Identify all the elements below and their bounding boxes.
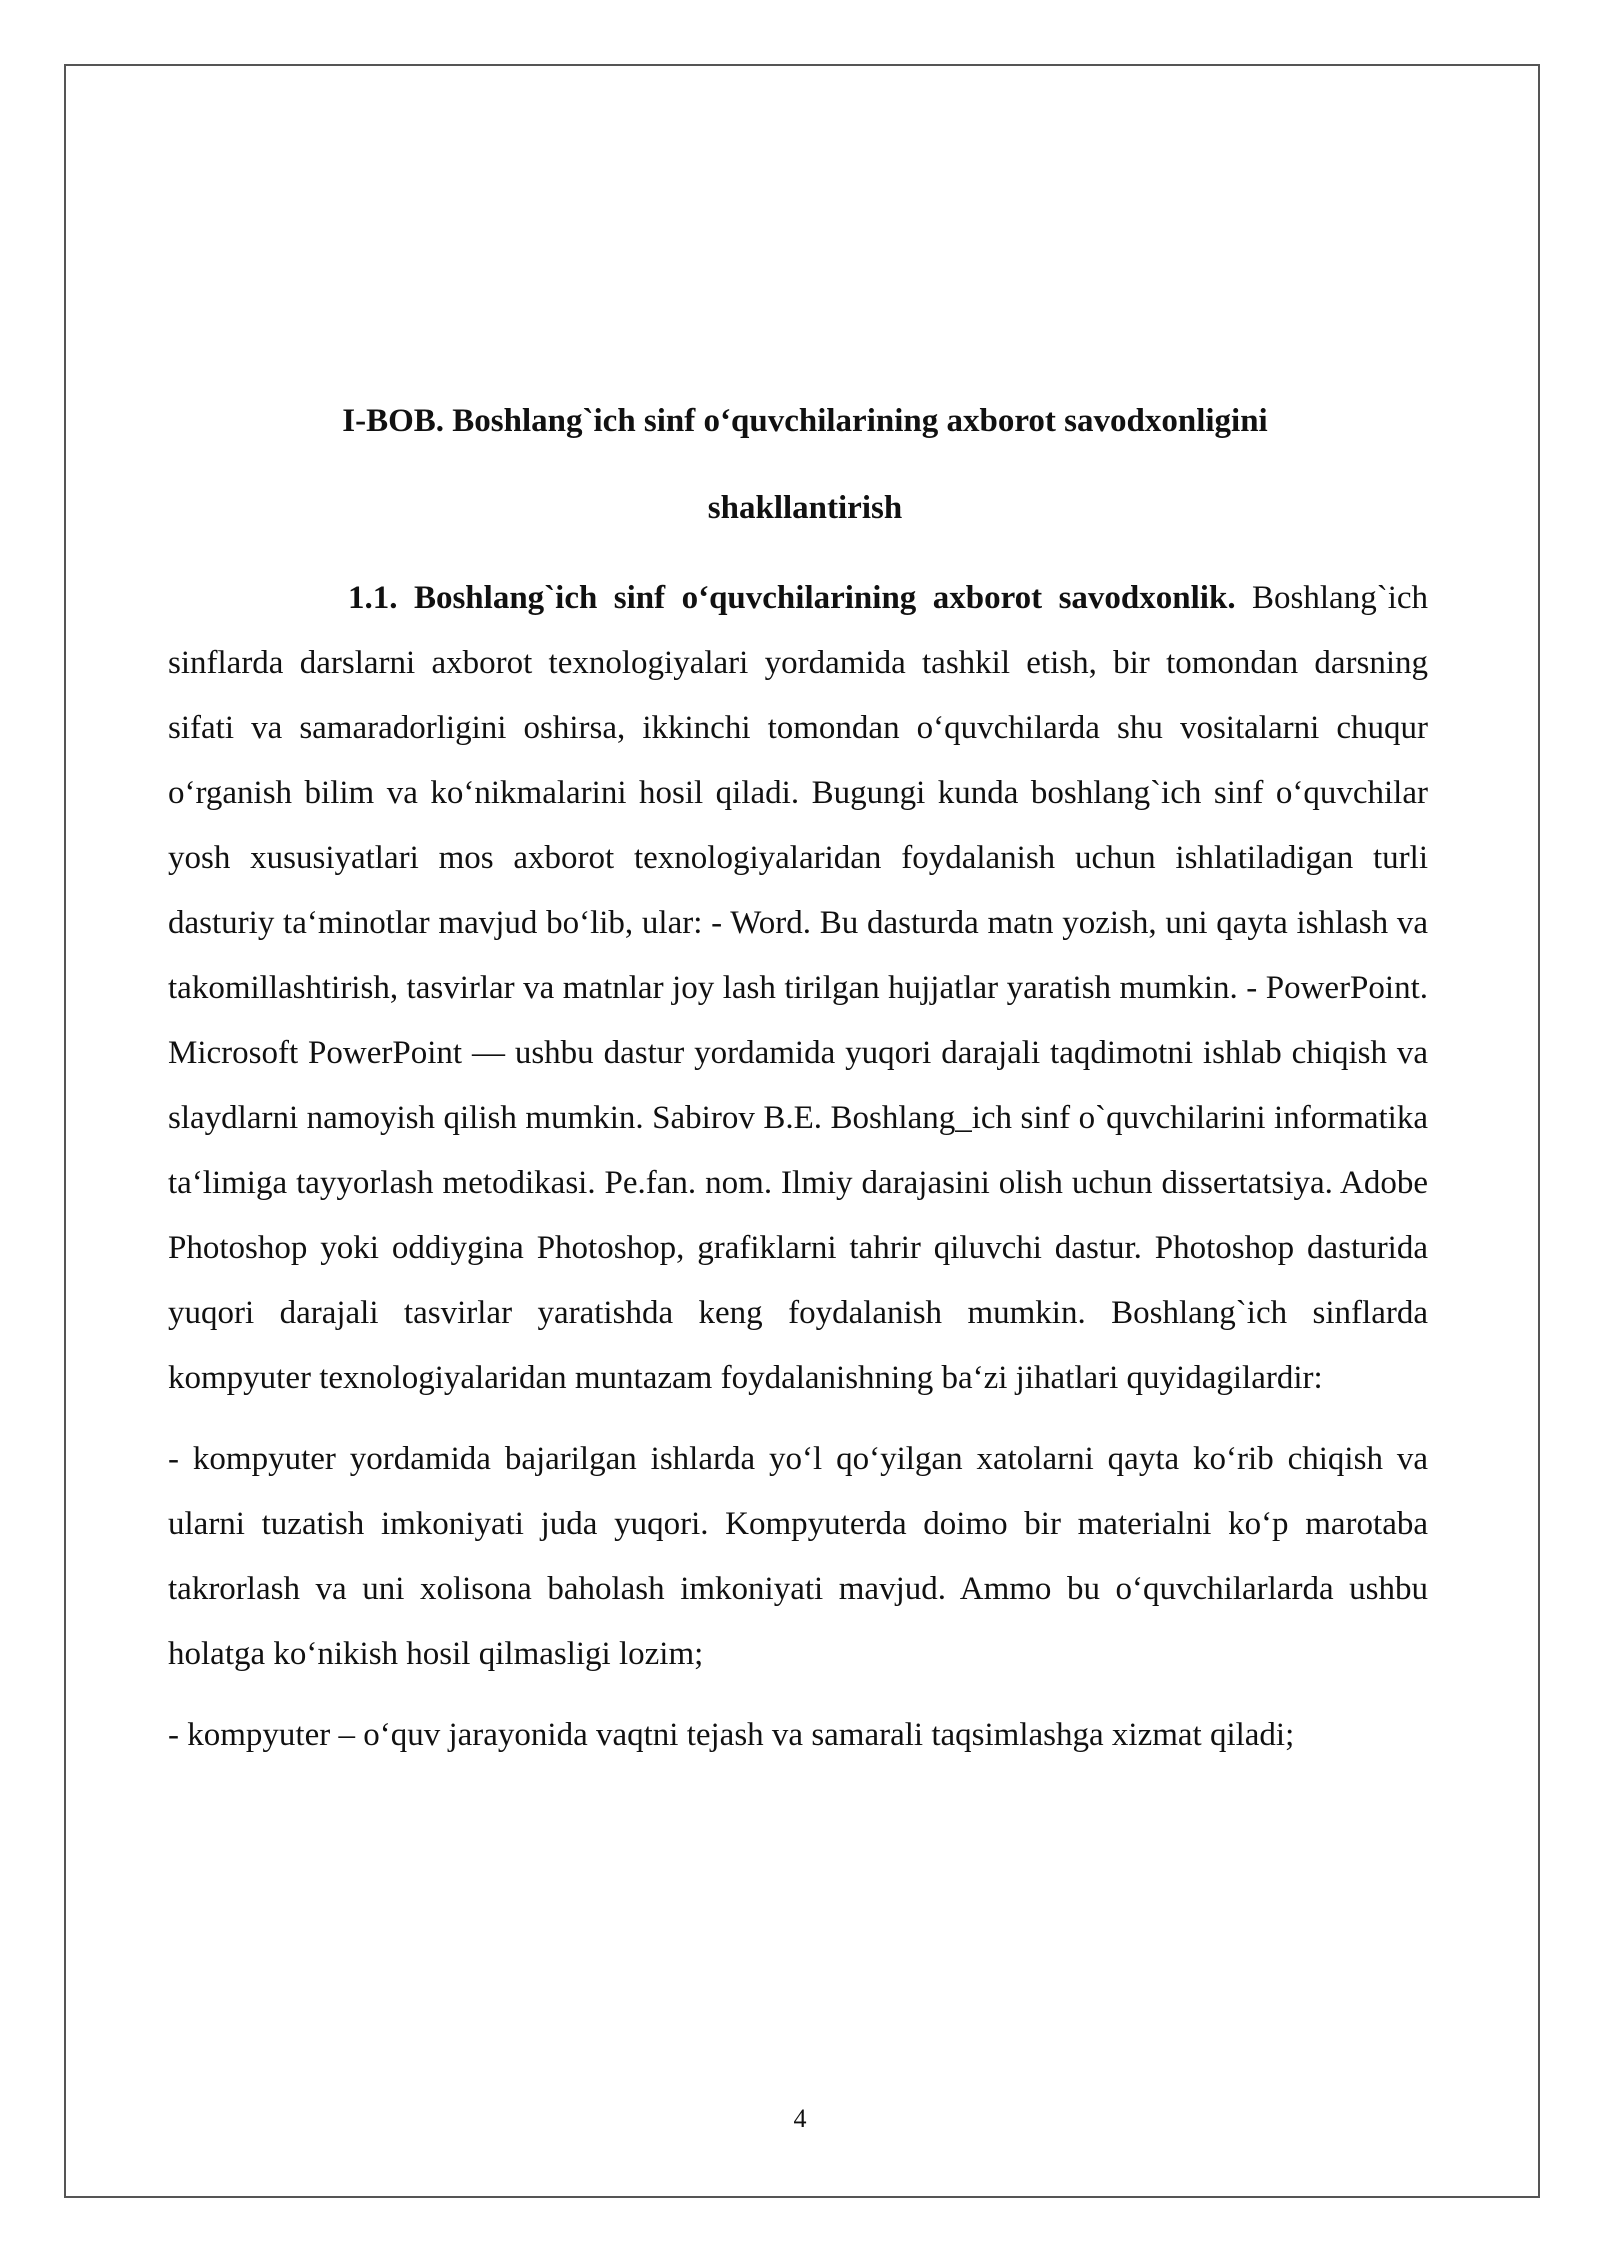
page-content bbox=[168, 378, 1428, 1768]
bullet-item-2: - kompyuter – o‘quv jarayonida vaqtni tejash va samarali taqsimlashga xizmat qiladi; bbox=[168, 1717, 1295, 1753]
section-paragraph bbox=[168, 566, 1428, 1411]
chapter-title-line2: shakllantirish bbox=[707, 490, 903, 526]
page-number: 4 bbox=[793, 2104, 807, 2133]
paragraph-text: Boshlang`ich sinflarda darslarni axborot texnologiyalari yordamida tashkil etish, bir tomondan darsning sifati va samaradorligini oshirsa, ikkinchi tomondan o‘quvchilarda shu vositalarni chuqur o‘rganish bilim va ko‘nikmalarini hosil qiladi. Bugungi kunda boshlang`ich sinf o‘quvchilar yosh xususiyatlari mos axborot texnologiyalaridan foydalanish uchun ishlatiladigan turli dasturiy ta‘minotlar mavjud bo‘lib, ular: - Word. Bu dasturda matn yozish, uni qayta ishlash va takomillashtirish, tasvirlar va matnlar joy lash tirilgan hujjatlar yaratish mumkin. - PowerPoint. Microsoft PowerPoint — ushbu dastur yordamida yuqori darajali taqdimotni ishlab chiqish va slaydlarni namoyish qilish mumkin. Sabirov B.E. Boshlang_ich sinf o`quvchilarini informatika ta‘limiga tayyorlash metodikasi. Pe.fan. nom. Ilmiy darajasini olish uchun dissertatsiya. Adobe Photoshop yoki oddiygina Photoshop, grafiklarni tahrir qiluvchi dastur. Photoshop dasturida yuqori darajali tasvirlar yaratishda keng foydalanish mumkin. Boshlang`ich sinflarda kompyuter texnologiyalaridan muntazam foydalanishning ba‘zi jihatlari quyidagilardir: bbox=[168, 580, 1429, 1396]
bullet-item-1: - kompyuter yordamida bajarilgan ishlarda yo‘l qo‘yilgan xatolarni qayta ko‘rib chiqish va ularni tuzatish imkoniyati juda yuqori. Kompyuterda doimo bir materialni ko‘p marotaba takrorlash va uni xolisona baholash imkoniyati mavjud. Ammo bu o‘quvchilarlarda ushbu holatga ko‘nikish hosil qilmasligi lozim; bbox=[168, 1441, 1428, 1672]
chapter-title-line1: I-BOB. Boshlang`ich sinf o‘quvchilarining axborot savodxonligini bbox=[342, 403, 1268, 439]
section-heading: 1.1. Boshlang`ich sinf o‘quvchilarining axborot savodxonlik. bbox=[348, 580, 1236, 616]
